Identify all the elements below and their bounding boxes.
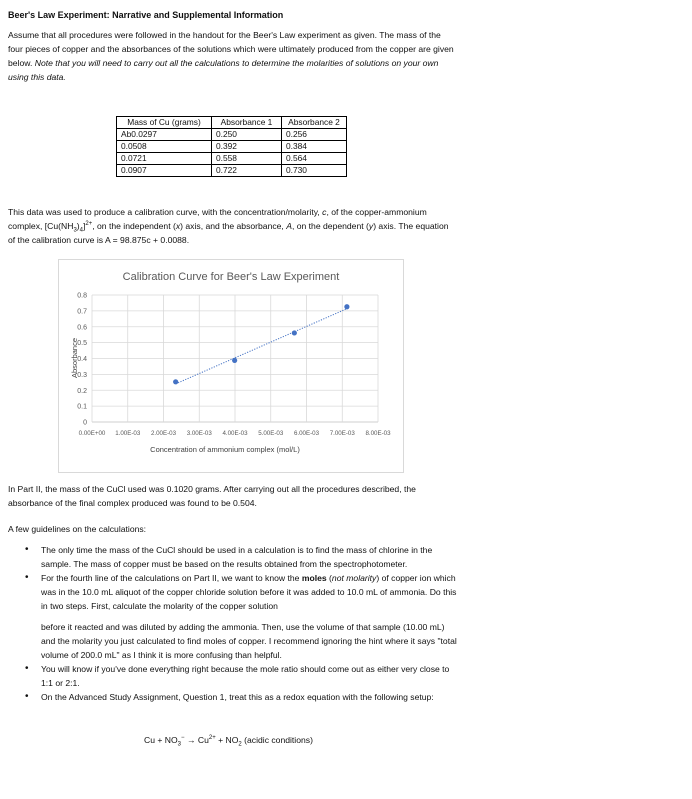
data-point xyxy=(292,330,297,335)
bullet-icon: • xyxy=(25,572,29,583)
table-header-row xyxy=(117,117,347,129)
copper-data-table xyxy=(116,116,347,177)
cal-var-y: y xyxy=(368,221,374,231)
header-mass: Mass of Cu (grams) xyxy=(117,117,212,129)
guideline-text: before it reacted and was diluted by adding the ammonia. Then, use the volume of that sample (10.00 mL) and the molarity you just calculated to find moles of copper. I recommend ignoring the hint where it says "total volume of 200.0 mL" as I think it is more confusing than helpful. xyxy=(41,622,457,660)
y-tick-label: 0.1 xyxy=(77,403,87,411)
guidelines-list xyxy=(8,543,458,704)
cal-sub: 4 xyxy=(79,227,83,234)
table-cell: Ab0.0297 xyxy=(117,129,212,141)
guidelines-heading: A few guidelines on the calculations: xyxy=(8,524,147,534)
table-cell: 0.384 xyxy=(282,141,347,153)
eq-conditions: (acidic conditions) xyxy=(241,735,313,745)
intro-paragraph xyxy=(8,28,458,84)
header-absorbance-1: Absorbance 1 xyxy=(212,117,282,129)
x-tick-label: 1.00E-03 xyxy=(115,430,141,437)
cal-text: ) axis, and the absorbance, xyxy=(180,221,287,231)
redox-equation xyxy=(144,733,313,747)
calibration-equation: A = 98.875c + 0.0088. xyxy=(104,235,190,245)
calibration-chart xyxy=(58,259,404,473)
calibration-paragraph xyxy=(8,205,458,247)
guideline-text: The only time the mass of the CuCl should be used in a calculation is to find the mass of chlorine in the sample. The mass of copper must be based on the results obtained from the spectrophotometer. xyxy=(41,545,433,569)
x-axis-label: Concentration of ammonium complex (mol/L) xyxy=(150,445,300,454)
cal-text: , on the independent ( xyxy=(92,221,176,231)
chart-trendline-group xyxy=(176,309,347,384)
eq-sub: 3 xyxy=(177,741,182,748)
bullet-icon: • xyxy=(25,691,29,702)
chart-ticks xyxy=(77,293,391,438)
x-tick-label: 8.00E-03 xyxy=(365,430,391,437)
cal-var-c: c xyxy=(322,207,327,217)
intro-text: Assume that all procedures were followed in the handout for the Beer's Law experiment as given. The mass of the four pieces of copper and the absorbances of the solutions which were ultimately produced from the copper are given below. xyxy=(8,30,454,68)
guideline-text: For the fourth line of the calculations on Part II, we want to know the xyxy=(41,573,302,583)
list-item xyxy=(8,662,458,690)
table-cell: 0.730 xyxy=(282,165,347,177)
cal-var-a: A xyxy=(286,221,292,231)
cal-text: ] xyxy=(83,221,86,231)
y-tick-label: 0 xyxy=(83,419,87,427)
y-tick-label: 0.5 xyxy=(77,340,87,348)
bullet-icon: • xyxy=(25,544,29,555)
table-cell: 0.564 xyxy=(282,153,347,165)
intro-italic-note: Note that you will need to carry out all the calculations to determine the molarities of solutions on your own using this data. xyxy=(8,58,439,82)
y-tick-label: 0.4 xyxy=(77,356,87,363)
cal-var-x: x xyxy=(175,221,181,231)
guideline-text: You will know if you've done everything right because the mole ratio should come out as either very close to 1:1 or 2:1. xyxy=(41,664,450,688)
guideline-text: ) of copper ion which was in the 10.0 mL aliquot of the copper chloride solution before it was added to 10.0 mL of ammonia. Do this in two steps. First, calculate the molarity of the copper solution xyxy=(41,573,457,611)
y-tick-label: 0.3 xyxy=(77,371,87,379)
table-row xyxy=(117,129,347,141)
eq-arrow: → Cu xyxy=(184,735,209,745)
guideline-bold: moles xyxy=(301,573,327,583)
list-item xyxy=(8,543,458,571)
table-cell: 0.0508 xyxy=(117,141,212,153)
cal-text: ) xyxy=(76,221,80,231)
guideline-italic: not molarity xyxy=(331,573,377,583)
y-tick-label: 0.8 xyxy=(77,292,87,300)
cal-text: This data was used to produce a calibration curve, with the concentration/molarity, xyxy=(8,207,323,217)
list-item xyxy=(8,690,458,704)
table-cell: 0.722 xyxy=(212,165,282,177)
data-point xyxy=(173,379,178,384)
x-tick-label: 7.00E-03 xyxy=(329,430,355,437)
y-tick-label: 0.2 xyxy=(77,387,87,395)
cal-sub: 3 xyxy=(73,227,77,234)
table-row xyxy=(117,165,347,177)
table-row xyxy=(117,153,347,165)
table-cell: 0.0721 xyxy=(117,153,212,165)
part2-paragraph: In Part II, the mass of the CuCl used was 0.1020 grams. After carrying out all the procedures described, the absorbance of the final complex produced was found to be 0.504. xyxy=(8,484,416,508)
spacer xyxy=(41,613,458,620)
document-title: Beer's Law Experiment: Narrative and Supplemental Information xyxy=(8,10,284,20)
cal-text: ) axis. The equation of the calibration curve is xyxy=(8,221,449,245)
eq-text: Cu + NO xyxy=(144,735,178,745)
data-point xyxy=(344,304,349,309)
data-point xyxy=(232,358,237,363)
y-tick-label: 0.7 xyxy=(77,308,87,316)
table-cell: 0.558 xyxy=(212,153,282,165)
eq-text: + NO xyxy=(215,735,239,745)
guideline-text: On the Advanced Study Assignment, Question 1, treat this as a redox equation with the following setup: xyxy=(41,692,434,702)
table-row xyxy=(117,141,347,153)
cal-sup: 2+ xyxy=(85,221,93,228)
table-cell: 0.392 xyxy=(212,141,282,153)
guideline-text: ( xyxy=(326,573,332,583)
eq-sup: 2+ xyxy=(208,735,216,742)
table-cell: 0.0907 xyxy=(117,165,212,177)
table-cell: 0.256 xyxy=(282,129,347,141)
x-tick-label: 4.00E-03 xyxy=(222,430,248,437)
x-tick-label: 5.00E-03 xyxy=(258,430,284,437)
header-absorbance-2: Absorbance 2 xyxy=(282,117,347,129)
eq-sup: − xyxy=(181,735,185,742)
y-tick-label: 0.6 xyxy=(77,324,87,332)
chart-title: Calibration Curve for Beer's Law Experiment xyxy=(122,271,340,283)
x-tick-label: 0.00E+00 xyxy=(78,430,106,437)
x-tick-label: 6.00E-03 xyxy=(293,430,320,437)
chart-canvas xyxy=(59,260,403,472)
list-item xyxy=(8,571,458,662)
cal-text: , of the copper-ammonium complex, [Cu(NH xyxy=(8,207,427,231)
bullet-icon: • xyxy=(25,663,29,674)
x-tick-label: 3.00E-03 xyxy=(186,430,212,437)
cal-text: , on the dependent ( xyxy=(291,221,369,231)
chart-trendline xyxy=(176,309,347,384)
table-cell: 0.250 xyxy=(212,129,282,141)
x-tick-label: 2.00E-03 xyxy=(150,430,177,437)
eq-sub: 2 xyxy=(238,741,242,748)
y-axis-label: Absorbance xyxy=(70,337,79,379)
